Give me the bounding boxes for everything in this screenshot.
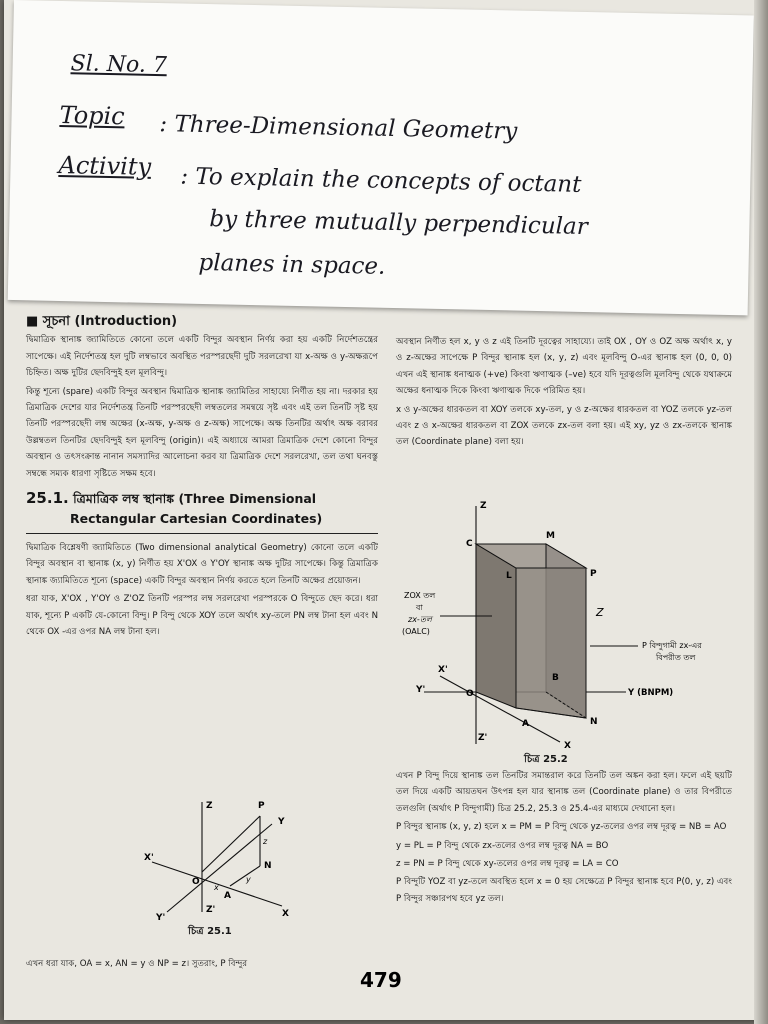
fig1-label-y: Y bbox=[278, 817, 285, 827]
handwritten-note bbox=[8, 0, 754, 315]
right-column-top bbox=[396, 334, 732, 453]
fig2-label-y-prime: Y' bbox=[416, 685, 426, 695]
fig2-label-n: N bbox=[590, 717, 598, 727]
activity-line-1: : To explain the concepts of octant bbox=[180, 163, 582, 198]
fig1-label-y-var: y bbox=[246, 875, 251, 884]
fig2-label-p: P bbox=[590, 569, 597, 579]
fig2-label-oalc: (OALC) bbox=[402, 627, 430, 636]
fig2-label-p-line1: P বিন্দুগামী zx-এর bbox=[642, 641, 702, 650]
fig1-label-x-prime: X' bbox=[144, 853, 154, 863]
fig2-label-o: O bbox=[466, 689, 474, 699]
fig2-label-bnpm: Y (BNPM) bbox=[628, 688, 674, 698]
bottom-line: এখন ধরা যাক, OA = x, AN = y ও NP = z। সুতরাং, P বিন্দুর bbox=[26, 959, 248, 969]
fig2-label-zox: ZOX তল bbox=[404, 591, 436, 600]
op-line bbox=[202, 816, 260, 872]
fig2-label-ba: বা bbox=[416, 603, 423, 612]
topic-value: : Three-Dimensional Geometry bbox=[159, 111, 518, 145]
fig2-label-b: B bbox=[552, 673, 559, 683]
fig2-label-p-line2: বিপরীত তল bbox=[656, 653, 696, 662]
activity-line-3: planes in space. bbox=[198, 249, 386, 280]
section-title-en-2: Rectangular Cartesian Coordinates) bbox=[70, 511, 323, 527]
right-column-bottom bbox=[396, 768, 732, 909]
fig1-label-x-var: x bbox=[214, 883, 219, 892]
section-number: 25.1. bbox=[26, 489, 69, 508]
fig2-label-zx: zx-তল bbox=[408, 615, 432, 624]
fig1-label-x: X bbox=[282, 909, 289, 919]
activity-line-2: by three mutually perpendicular bbox=[209, 206, 588, 241]
intro-paragraph-1: দ্বিমাত্রিক স্থানাঙ্ক জ্যামিতিতে কোনো তলে একটি বিন্দুর অবস্থান নির্ণয় করা হয় একটি নির্দেশতন্ত্রের সাপেক্ষে। এই নির্দেশতন্ত্র হল দুটি লম্বভাবে অবস্থিত পরস্পরছেদী দুটি সরলরেখা যা x-অক্ষ ও y-অক্ষরূপে চিহ্নিত। অক্ষ দুটির ছেদবিন্দুই হল মূলবিন্দু। bbox=[26, 335, 378, 379]
fig1-label-n: N bbox=[264, 861, 272, 871]
intro-heading: ■ সূচনা (Introduction) bbox=[26, 314, 178, 329]
right-paragraph-3: এখন P বিন্দু দিয়ে স্থানাঙ্ক তল তিনটির সমান্তরাল করে তিনটি তল অঙ্কন করা হল। ফলে এই ছয়টি তল দিয়ে একটি আয়তঘন উৎপন্ন হল যার স্থানাঙ্ক তল (Coordinate plane) ও তার বিপরীতে তলগুলি (অর্থাৎ P বিন্দুগামী) চিত্র 25.2, 25.3 ও 25.4-এর মাধ্যমে দেখানো হল। bbox=[396, 771, 732, 814]
fig1-label-z: Z bbox=[206, 801, 213, 811]
page-sheet bbox=[4, 0, 762, 1020]
fig2-label-z: Z bbox=[480, 501, 487, 511]
fig1-label-p: P bbox=[258, 801, 265, 811]
figure-25-2-caption: চিত্র 25.2 bbox=[524, 754, 568, 765]
page-number: 479 bbox=[360, 968, 402, 992]
fig1-label-o: O bbox=[192, 877, 200, 887]
fig2-label-x: X bbox=[564, 741, 571, 751]
right-paragraph-1: অবস্থান নির্ণীত হল x, y ও z এই তিনটি দূরত্বের সাহায্যে। তাই OX , OY ও OZ অক্ষ অর্থাৎ x, y ও z-অক্ষের সাপেক্ষে P বিন্দুর স্থানাঙ্ক হল (x, y, z) এবং মূলবিন্দু O-এর স্থানাঙ্ক হল (0, 0, 0) এখন এই স্থানাঙ্ক ধনাত্মক (+ve) কিংবা ঋণাত্মক (–ve) হবে যদি দূরত্বগুলি মূলবিন্দু থেকে যথাক্রমে অক্ষের ধনাত্মক দিকে কিংবা ঋণাত্মক দিকে পরিমিত হয়। bbox=[396, 337, 732, 397]
right-paragraph-5: y = PL = P বিন্দু থেকে zx-তলের ওপর লম্ব দূরত্ব NA = BO bbox=[396, 840, 609, 851]
topic-label: Topic bbox=[59, 100, 125, 131]
fig2-label-a: A bbox=[522, 719, 529, 729]
fig2-label-c: C bbox=[466, 539, 473, 549]
right-paragraph-2: x ও y-অক্ষের ধারকতল বা XOY তলকে xy-তল, y ও z-অক্ষের ধারকতল বা YOZ তলকে yz-তল এবং z ও x-অক্ষের ধারকতল বা ZOX তলকে zx-তল বলা হয়। এই xy, yz ও zx-তলকে স্থানাঙ্ক তল (Coordinate plane) বলা হয়। bbox=[396, 404, 732, 448]
serial-number: Sl. No. 7 bbox=[70, 51, 168, 79]
textbook-page bbox=[18, 300, 758, 1000]
right-paragraph-6: z = PN = P বিন্দু থেকে xy-তলের ওপর লম্ব দূরত্ব = LA = CO bbox=[396, 859, 619, 870]
fig2-label-m: M bbox=[546, 531, 555, 541]
fig2-label-x-prime: X' bbox=[438, 665, 448, 675]
section-paragraph-1: দ্বিমাত্রিক বিশ্লেষণী জ্যামিতিতে (Two dimensional analytical Geometry) কোনো তলে একটি বিন্দুর অবস্থান বা স্থানাঙ্ক (x, y) নির্ণীত হয় X'OX ও Y'OY স্থানাঙ্ক অক্ষ দুটির সাপেক্ষে। কিন্তু ত্রিমাত্রিক স্থানাঙ্ক জ্যামিতিতে শূন্যে (space) একটি বিন্দুর অবস্থান নির্ণয় করতে হলে তিনটি অক্ষের প্রয়োজন। bbox=[26, 543, 378, 586]
right-paragraph-4: P বিন্দুর স্থানাঙ্ক (x, y, z) হলে x = PM = P বিন্দু থেকে yz-তলের ওপর লম্ব দূরত্ব = NB = AO bbox=[396, 822, 727, 833]
left-column bbox=[26, 314, 378, 643]
intro-paragraph-2: কিন্তু শূন্যে (spare) একটি বিন্দুর অবস্থান দ্বিমাত্রিক স্থানাঙ্ক জ্যামিতির সাহায্যে নির্ণীত হয় না। দরকার হয় ত্রিমাত্রিক দেশের যার নির্দেশতন্ত্র তিনটি পরস্পরছেদী লম্বতলের সমন্বয়ে সৃষ্ট এবং এই তল তিনটি সৃষ্ট হয় তিনটি পরস্পরছেদী লম্ব অক্ষের (x-অক্ষ, y-অক্ষ ও z-অক্ষ) সাপেক্ষে। অক্ষ তিনটির অর্থাৎ অক্ষ বরাবর উল্লম্বতল তিনটির ছেদবিন্দুই হল মূলবিন্দু (origin)। এই অধ্যায়ে আমরা ত্রিমাত্রিক দেশে কোনো বিন্দুর অবস্থান ও তৎসংক্রান্ত নানান সমস্যাদির আলোচনা করব যা ত্রিমাত্রিক দেশে সরলরেখা, তল তথা ঘনবস্তু সম্বন্ধে সম্যক ধারণা সৃষ্টিতে সক্ষম হবে। bbox=[26, 386, 378, 479]
section-heading bbox=[26, 488, 378, 529]
fig2-face-oalc bbox=[476, 544, 516, 708]
fig1-label-z-var: z bbox=[263, 837, 268, 846]
fig2-label-z-mark: Z bbox=[596, 606, 604, 619]
fig1-label-z-prime: Z' bbox=[206, 905, 216, 915]
figure-25-2 bbox=[394, 496, 734, 752]
figure-25-1 bbox=[142, 794, 302, 924]
na-line bbox=[230, 866, 260, 886]
section-paragraph-2: ধরা যাক, X'OX , Y'OY ও Z'OZ তিনটি পরস্পর লম্ব সরলরেখা পরস্পরকে O বিন্দুতে ছেদ করে। ধরা যাক, শূন্যে P একটি যে-কোনো বিন্দু। P বিন্দু থেকে XOY তলে অর্থাৎ xy-তলে PN লম্ব টানা হল এবং N থেকে OX -এর ওপর NA লম্ব টানা হল। bbox=[26, 594, 378, 638]
section-title-en-1: (Three Dimensional bbox=[178, 491, 317, 507]
section-title-bn: ত্রিমাত্রিক লম্ব স্থানাঙ্ক bbox=[73, 491, 175, 507]
activity-label: Activity bbox=[58, 150, 152, 181]
fig1-label-a: A bbox=[224, 891, 231, 901]
right-paragraph-7: P বিন্দুটি YOZ বা yz-তলে অবস্থিত হলে x = 0 হয় সেক্ষেত্রে P বিন্দুর স্থানাঙ্ক হবে P(0, y, z) এবং P বিন্দুর সঞ্চারপথ হবে yz তল। bbox=[396, 877, 732, 904]
fig2-label-z-prime: Z' bbox=[478, 733, 488, 743]
figure-25-1-caption: চিত্র 25.1 bbox=[188, 926, 232, 937]
fig2-label-l: L bbox=[506, 571, 512, 581]
fig1-label-y-prime: Y' bbox=[156, 913, 166, 923]
page-edge-shadow bbox=[754, 0, 768, 1024]
section-divider bbox=[26, 533, 378, 534]
